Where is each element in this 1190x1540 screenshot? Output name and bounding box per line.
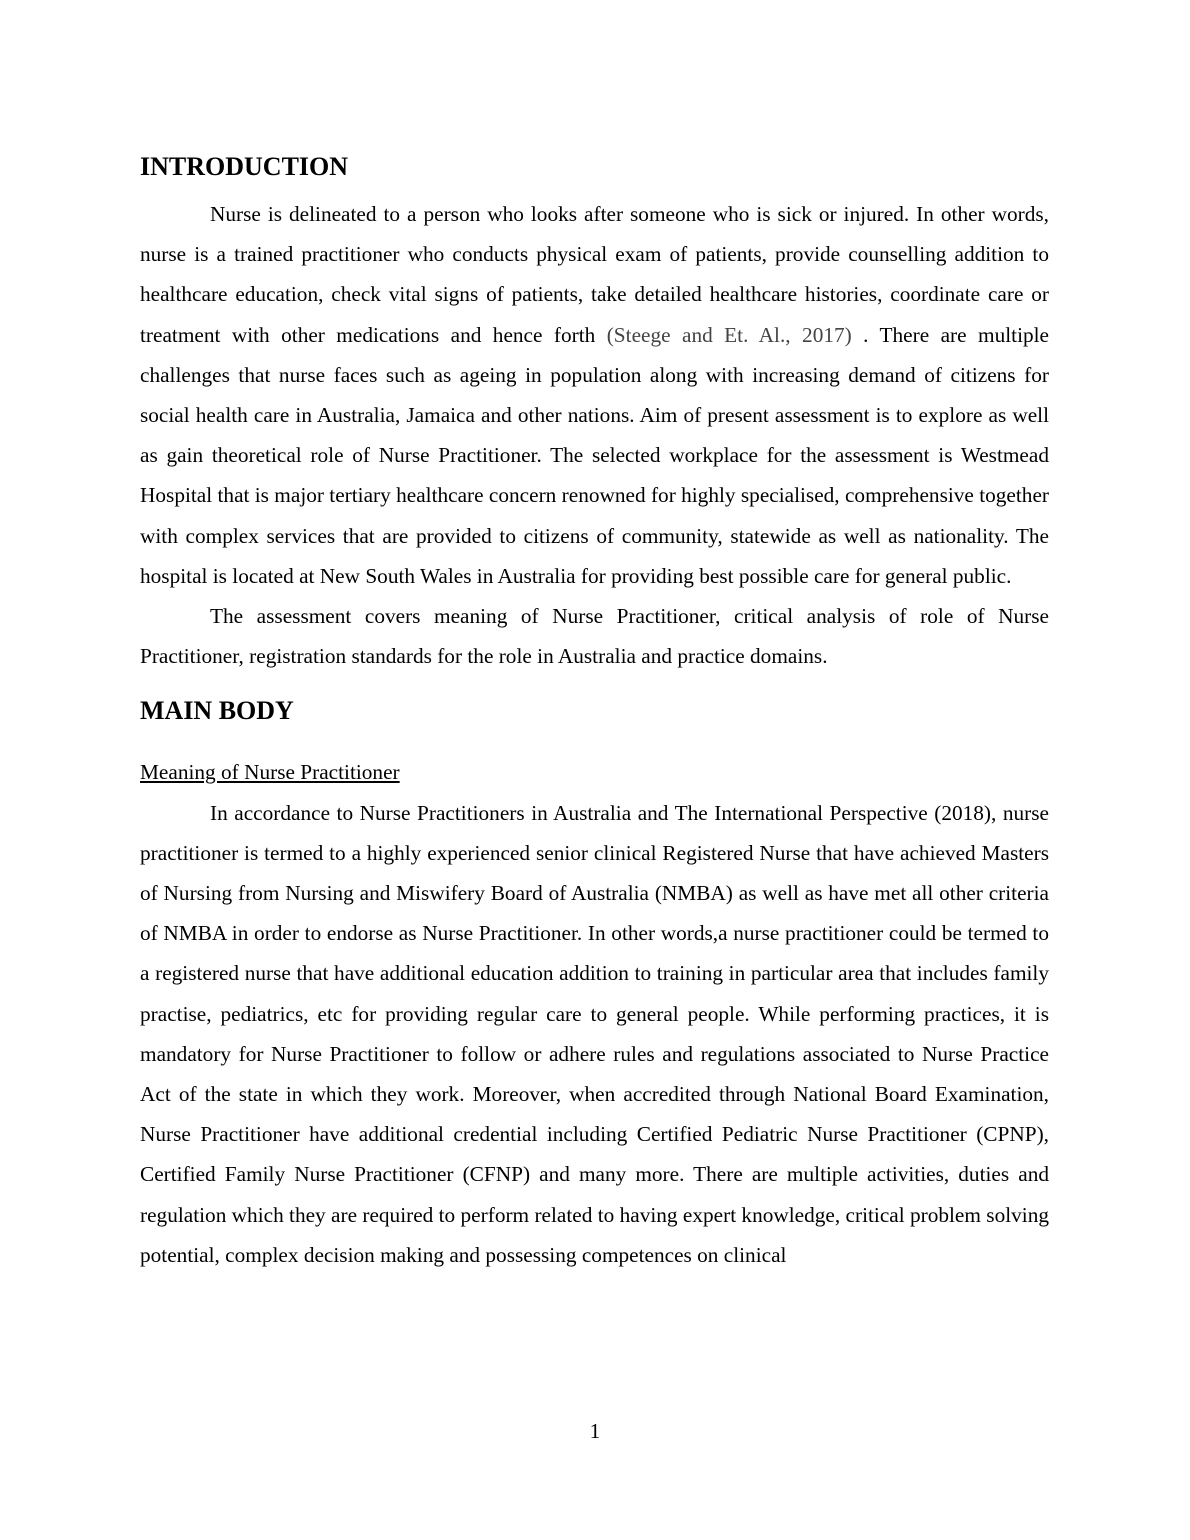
introduction-paragraph-1	[140, 194, 1049, 596]
introduction-paragraph-1-text-b: . There are multiple challenges that nurse faces such as ageing in population along with increasing demand of citizens for social health care in Australia, Jamaica and other nations. Aim of present assessment is to explore as well as gain theoretical role of Nurse Practitioner. The selected workplace for the assessment is Westmead Hospital that is major tertiary healthcare concern renowned for highly specialised, comprehensive together with complex services that are provided to citizens of community, statewide as well as nationality. The hospital is located at New South Wales in Australia for providing best possible care for general public.	[140, 322, 1050, 588]
page-content	[140, 148, 1049, 1275]
citation-steege-2017: (Steege and Et. Al., 2017)	[606, 322, 852, 347]
introduction-paragraph-2: The assessment covers meaning of Nurse Practitioner, critical analysis of role of Nurse Practitioner, registration standards for the role in Australia and practice domains.	[140, 604, 1049, 669]
introduction-paragraph-1-text-a: Nurse is delineated to a person who looks after someone who is sick or injured. In other words, nurse is a trained practitioner who conducts physical exam of patients, provide counselling addition to healthcare education, check vital signs of patients, take detailed healthcare histories, coordinate care or treatment with other medications and hence forth	[140, 202, 1049, 347]
page-number: 1	[589, 1419, 601, 1443]
introduction-heading: INTRODUCTION	[140, 152, 349, 181]
main-body-heading: MAIN BODY	[140, 696, 294, 726]
meaning-subheading: Meaning of Nurse Practitioner	[140, 760, 400, 785]
meaning-paragraph: In accordance to Nurse Practitioners in Australia and The International Perspective (2018), nurse practitioner is termed to a highly experienced senior clinical Registered Nurse that have achieved Masters of Nursing from Nursing and Miswifery Board of Australia (NMBA) as well as have met all other criteria of NMBA in order to endorse as Nurse Practitioner. In other words,a nurse practitioner could be termed to a registered nurse that have additional education addition to training in particular area that includes family practise, pediatrics, etc for providing regular care to general people. While performing practices, it is mandatory for Nurse Practitioner to follow or adhere rules and regulations associated to Nurse Practice Act of the state in which they work. Moreover, when accredited through National Board Examination, Nurse Practitioner have additional credential including Certified Pediatric Nurse Practitioner (CPNP), Certified Family Nurse Practitioner (CFNP) and many more. There are multiple activities, duties and regulation which they are required to perform related to having expert knowledge, critical problem solving potential, complex decision making and possessing competences on clinical	[140, 800, 1049, 1267]
